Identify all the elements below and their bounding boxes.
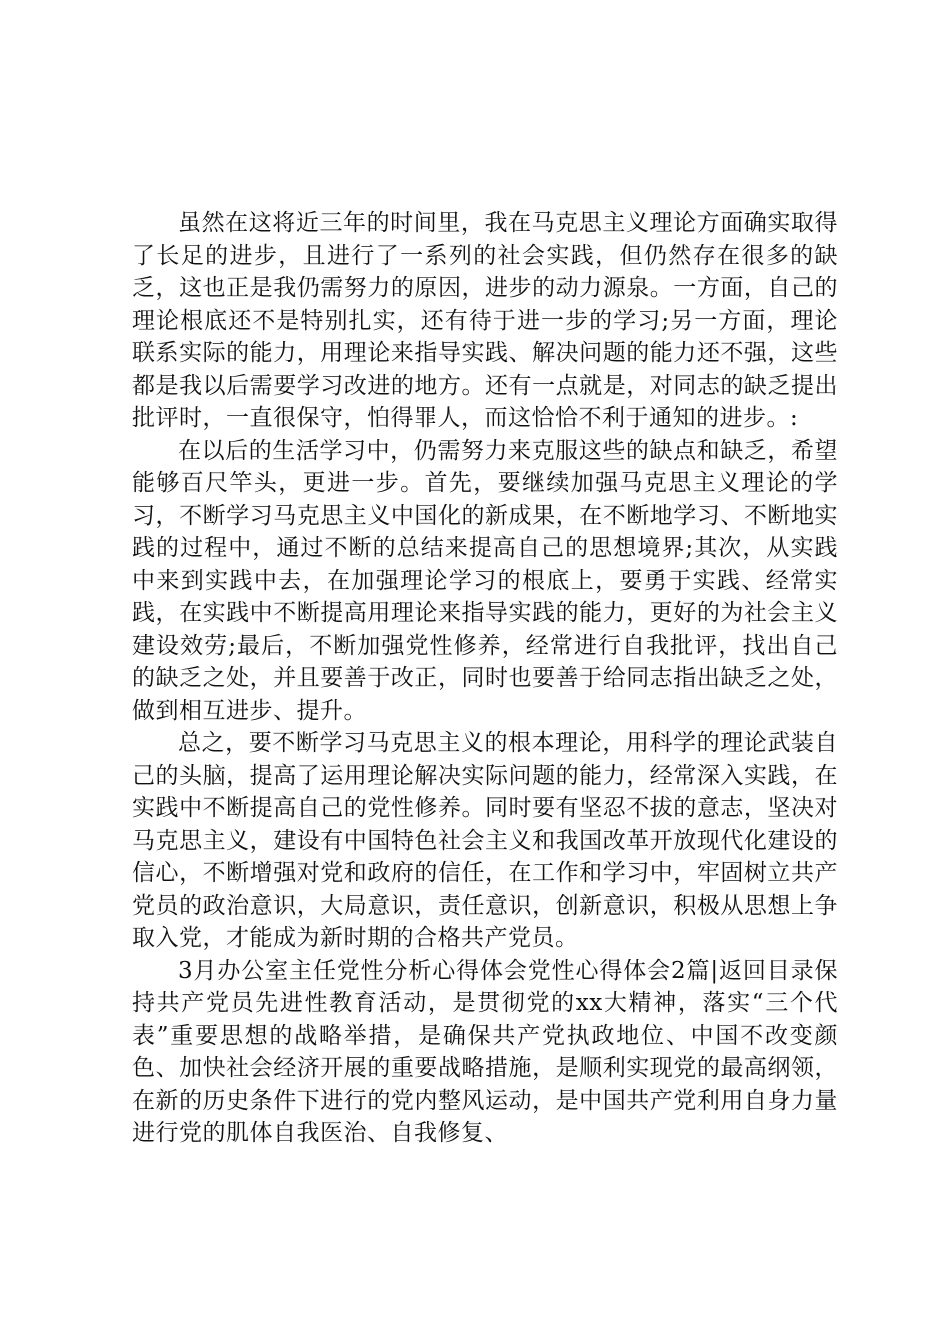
paragraph-4: 3月办公室主任党性分析心得体会党性心得体会2篇|返回目录保持共产党员先进性教育活动，是贯彻党的xx大精神，落实“三个代表”重要思想的战略举措，是确保共产党执政地位、中国不改变颜色、加快社会经济开展的重要战略措施，是顺利实现党的最高纲领，在新的历史条件下进行的党内整风运动，是中国共产党利用自身力量进行党的肌体自我医治、自我修复、 <box>132 957 839 1146</box>
paragraph-3: 总之，要不断学习马克思主义的根本理论，用科学的理论武装自己的头脑，提高了运用理论解决实际问题的能力，经常深入实践，在实践中不断提高自己的党性修养。同时要有坚忍不拔的意志，坚决对马克思主义，建设有中国特色社会主义和我国改革开放现代化建设的信心，不断增强对党和政府的信任，在工作和学习中，牢固树立共产党员的政治意识，大局意识，责任意识，创新意识，积极从思想上争取入党，才能成为新时期的合格共产党员。 <box>132 730 838 951</box>
paragraph-2: 在以后的生活学习中，仍需努力来克服这些的缺点和缺乏，希望能够百尺竿头，更进一步。首先，要继续加强马克思主义理论的学习，不断学习马克思主义中国化的新成果，在不断地学习、不断地实践的过程中，通过不断的总结来提高自己的思想境界;其次，从实践中来到实践中去，在加强理论学习的根底上，要勇于实践、经常实践，在实践中不断提高用理论来指导实践的能力，更好的为社会主义建设效劳;最后，不断加强党性修养，经常进行自我批评，找出自己的缺乏之处，并且要善于改正，同时也要善于给同志指出缺乏之处，做到相互进步、提升。 <box>132 437 838 724</box>
document-body <box>132 207 838 1150</box>
paragraph-1: 虽然在这将近三年的时间里，我在马克思主义理论方面确实取得了长足的进步，且进行了一系列的社会实践，但仍然存在很多的缺乏，这也正是我仍需努力的原因，进步的动力源泉。一方面，自己的理论根底还不是特别扎实，还有待于进一步的学习;另一方面，理论联系实际的能力，用理论来指导实践、解决问题的能力还不强，这些都是我以后需要学习改进的地方。还有一点就是，对同志的缺乏提出批评时，一直很保守，怕得罪人，而这恰恰不利于通知的进步。: <box>132 210 838 431</box>
